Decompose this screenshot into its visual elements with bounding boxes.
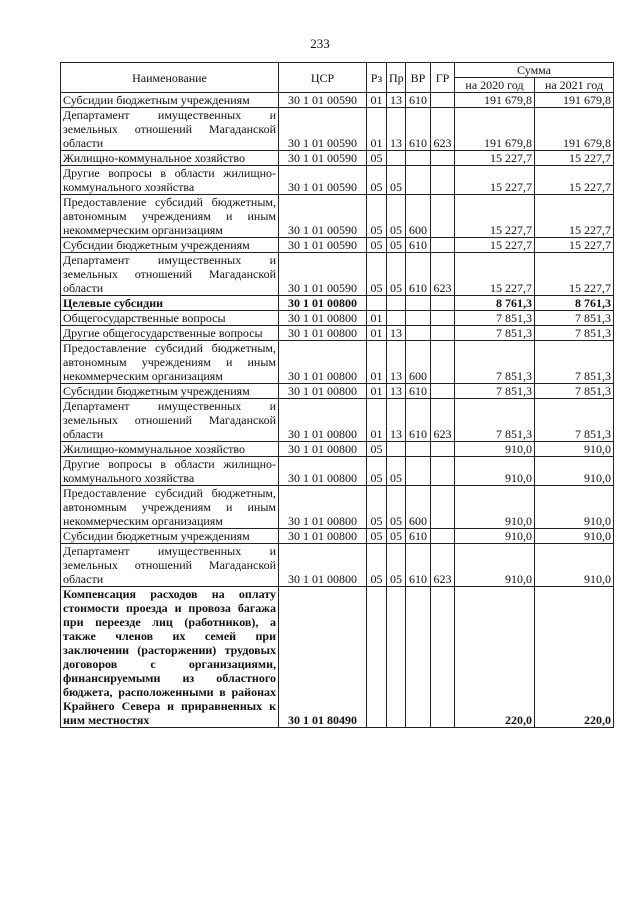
row-vr-cell: [406, 296, 431, 311]
row-gr-cell: [431, 195, 455, 238]
row-name-cell: Субсидии бюджетным учреждениям: [61, 238, 279, 253]
row-pr-cell: 13: [387, 93, 406, 108]
row-2020-cell: 910,0: [455, 529, 535, 544]
row-2020-cell: 8 761,3: [455, 296, 535, 311]
row-gr-cell: [431, 93, 455, 108]
table-row: [61, 166, 614, 195]
row-gr-cell: [431, 151, 455, 166]
row-gr-cell: [431, 238, 455, 253]
row-vr-cell: [406, 587, 431, 728]
row-2021-cell: 7 851,3: [535, 311, 614, 326]
row-pr-cell: 13: [387, 384, 406, 399]
row-name-cell: Предоставление субсидий бюджетным, автономным учреждениям и иным некоммерческим организациям: [61, 486, 279, 529]
row-2021-cell: 7 851,3: [535, 384, 614, 399]
row-gr-cell: [431, 341, 455, 384]
row-2021-cell: 910,0: [535, 486, 614, 529]
row-rz-cell: 05: [367, 457, 387, 486]
row-rz-cell: 05: [367, 253, 387, 296]
row-csr-cell: 30 1 01 00590: [279, 93, 367, 108]
row-rz-cell: 01: [367, 93, 387, 108]
row-csr-cell: 30 1 01 00800: [279, 544, 367, 587]
row-name-cell: Другие вопросы в области жилищно-коммунального хозяйства: [61, 457, 279, 486]
row-rz-cell: [367, 296, 387, 311]
row-rz-cell: 05: [367, 442, 387, 457]
row-name-cell: Субсидии бюджетным учреждениям: [61, 384, 279, 399]
row-vr-cell: 610: [406, 529, 431, 544]
row-2021-cell: 220,0: [535, 587, 614, 728]
row-gr-cell: [431, 384, 455, 399]
row-2020-cell: 15 227,7: [455, 238, 535, 253]
row-gr-cell: [431, 442, 455, 457]
row-2021-cell: 191 679,8: [535, 108, 614, 151]
budget-table: [60, 62, 614, 728]
row-rz-cell: 05: [367, 529, 387, 544]
row-vr-cell: [406, 166, 431, 195]
row-rz-cell: [367, 587, 387, 728]
table-row: [61, 108, 614, 151]
row-name-cell: Субсидии бюджетным учреждениям: [61, 93, 279, 108]
row-2021-cell: 910,0: [535, 442, 614, 457]
row-name-cell: Департамент имущественных и земельных отношений Магаданской области: [61, 108, 279, 151]
row-gr-cell: [431, 587, 455, 728]
row-vr-cell: 610: [406, 108, 431, 151]
row-pr-cell: 13: [387, 341, 406, 384]
row-name-cell: Общегосударственные вопросы: [61, 311, 279, 326]
row-gr-cell: 623: [431, 253, 455, 296]
row-gr-cell: 623: [431, 108, 455, 151]
row-csr-cell: 30 1 01 00800: [279, 442, 367, 457]
row-csr-cell: 30 1 01 00590: [279, 253, 367, 296]
row-name-cell: Департамент имущественных и земельных отношений Магаданской области: [61, 544, 279, 587]
row-csr-cell: 30 1 01 00800: [279, 296, 367, 311]
row-2020-cell: 910,0: [455, 442, 535, 457]
row-2020-cell: 910,0: [455, 544, 535, 587]
table-row: [61, 253, 614, 296]
table-row: [61, 296, 614, 311]
row-rz-cell: 01: [367, 341, 387, 384]
row-name-cell: Предоставление субсидий бюджетным, автономным учреждениям и иным некоммерческим организациям: [61, 195, 279, 238]
row-2020-cell: 15 227,7: [455, 166, 535, 195]
row-rz-cell: 05: [367, 238, 387, 253]
row-2020-cell: 220,0: [455, 587, 535, 728]
row-pr-cell: 13: [387, 326, 406, 341]
row-csr-cell: 30 1 01 00590: [279, 151, 367, 166]
row-vr-cell: 610: [406, 399, 431, 442]
header-sum: Сумма: [455, 63, 614, 78]
table-row: [61, 311, 614, 326]
row-vr-cell: 610: [406, 544, 431, 587]
row-rz-cell: 05: [367, 544, 387, 587]
row-pr-cell: 05: [387, 238, 406, 253]
row-pr-cell: 05: [387, 253, 406, 296]
header-gr: ГР: [431, 63, 455, 93]
row-2020-cell: 7 851,3: [455, 311, 535, 326]
row-name-cell: Компенсация расходов на оплату стоимости проезда и провоза багажа при переезде лиц (работников), а также членов их семей при заключении (расторжении) трудовых договоров с организациями, финансируемыми из областного бюджета, расположенными в районах Крайнего Севера и приравненных к ним местностях: [61, 587, 279, 728]
row-pr-cell: [387, 311, 406, 326]
row-vr-cell: 610: [406, 384, 431, 399]
row-gr-cell: [431, 529, 455, 544]
row-name-cell: Жилищно-коммунальное хозяйство: [61, 442, 279, 457]
header-pr: Пр: [387, 63, 406, 93]
table-row: [61, 326, 614, 341]
row-gr-cell: [431, 311, 455, 326]
row-csr-cell: 30 1 01 00590: [279, 108, 367, 151]
row-gr-cell: [431, 166, 455, 195]
row-2020-cell: 910,0: [455, 457, 535, 486]
table-row: [61, 238, 614, 253]
row-vr-cell: 600: [406, 486, 431, 529]
row-gr-cell: [431, 486, 455, 529]
row-2020-cell: 7 851,3: [455, 341, 535, 384]
row-2020-cell: 7 851,3: [455, 399, 535, 442]
row-gr-cell: [431, 326, 455, 341]
row-vr-cell: 600: [406, 195, 431, 238]
table-body: [61, 93, 614, 728]
row-2021-cell: 191 679,8: [535, 93, 614, 108]
row-2020-cell: 15 227,7: [455, 151, 535, 166]
row-pr-cell: 05: [387, 486, 406, 529]
row-2020-cell: 191 679,8: [455, 108, 535, 151]
table-row: [61, 544, 614, 587]
row-gr-cell: [431, 457, 455, 486]
row-csr-cell: 30 1 01 00800: [279, 326, 367, 341]
row-rz-cell: 01: [367, 108, 387, 151]
row-csr-cell: 30 1 01 00590: [279, 238, 367, 253]
row-2021-cell: 7 851,3: [535, 326, 614, 341]
header-rz: Рз: [367, 63, 387, 93]
row-pr-cell: 05: [387, 544, 406, 587]
row-pr-cell: 13: [387, 108, 406, 151]
row-vr-cell: [406, 442, 431, 457]
row-vr-cell: [406, 457, 431, 486]
row-pr-cell: 13: [387, 399, 406, 442]
row-pr-cell: [387, 296, 406, 311]
table-row: [61, 341, 614, 384]
table-row: [61, 457, 614, 486]
row-vr-cell: [406, 311, 431, 326]
row-name-cell: Жилищно-коммунальное хозяйство: [61, 151, 279, 166]
header-vr: ВР: [406, 63, 431, 93]
row-gr-cell: 623: [431, 544, 455, 587]
row-rz-cell: 05: [367, 151, 387, 166]
row-csr-cell: 30 1 01 00800: [279, 529, 367, 544]
row-gr-cell: 623: [431, 399, 455, 442]
table-row: [61, 195, 614, 238]
row-rz-cell: 05: [367, 195, 387, 238]
header-csr: ЦСР: [279, 63, 367, 93]
row-2021-cell: 15 227,7: [535, 195, 614, 238]
row-csr-cell: 30 1 01 00800: [279, 384, 367, 399]
header-2021: на 2021 год: [535, 78, 614, 93]
row-2020-cell: 191 679,8: [455, 93, 535, 108]
row-pr-cell: [387, 587, 406, 728]
table-row: [61, 399, 614, 442]
row-2021-cell: 15 227,7: [535, 166, 614, 195]
table-row: [61, 93, 614, 108]
row-csr-cell: 30 1 01 00800: [279, 341, 367, 384]
row-csr-cell: 30 1 01 00590: [279, 166, 367, 195]
row-csr-cell: 30 1 01 00800: [279, 457, 367, 486]
row-name-cell: Департамент имущественных и земельных отношений Магаданской области: [61, 253, 279, 296]
row-2020-cell: 910,0: [455, 486, 535, 529]
row-2021-cell: 15 227,7: [535, 151, 614, 166]
row-2020-cell: 15 227,7: [455, 195, 535, 238]
row-2020-cell: 7 851,3: [455, 384, 535, 399]
row-pr-cell: [387, 442, 406, 457]
row-vr-cell: [406, 326, 431, 341]
row-name-cell: Департамент имущественных и земельных отношений Магаданской области: [61, 399, 279, 442]
row-pr-cell: 05: [387, 166, 406, 195]
row-vr-cell: 610: [406, 253, 431, 296]
row-csr-cell: 30 1 01 00590: [279, 195, 367, 238]
row-csr-cell: 30 1 01 00800: [279, 311, 367, 326]
row-vr-cell: 600: [406, 341, 431, 384]
header-name: Наименование: [61, 63, 279, 93]
row-2021-cell: 910,0: [535, 457, 614, 486]
table-row: [61, 486, 614, 529]
row-csr-cell: 30 1 01 00800: [279, 486, 367, 529]
row-rz-cell: 05: [367, 486, 387, 529]
header-2020: на 2020 год: [455, 78, 535, 93]
row-gr-cell: [431, 296, 455, 311]
row-2021-cell: 15 227,7: [535, 253, 614, 296]
row-2021-cell: 8 761,3: [535, 296, 614, 311]
table-row: [61, 151, 614, 166]
table-row: [61, 442, 614, 457]
row-2021-cell: 910,0: [535, 529, 614, 544]
row-2021-cell: 15 227,7: [535, 238, 614, 253]
row-2021-cell: 7 851,3: [535, 399, 614, 442]
row-vr-cell: 610: [406, 238, 431, 253]
table-row: [61, 529, 614, 544]
row-vr-cell: [406, 151, 431, 166]
row-rz-cell: 01: [367, 399, 387, 442]
table-header: [61, 63, 614, 93]
row-pr-cell: [387, 151, 406, 166]
row-rz-cell: 01: [367, 326, 387, 341]
row-2021-cell: 7 851,3: [535, 341, 614, 384]
row-name-cell: Субсидии бюджетным учреждениям: [61, 529, 279, 544]
row-name-cell: Предоставление субсидий бюджетным, автономным учреждениям и иным некоммерческим организациям: [61, 341, 279, 384]
row-rz-cell: 05: [367, 166, 387, 195]
row-pr-cell: 05: [387, 457, 406, 486]
row-2020-cell: 15 227,7: [455, 253, 535, 296]
row-vr-cell: 610: [406, 93, 431, 108]
row-2020-cell: 7 851,3: [455, 326, 535, 341]
row-name-cell: Другие общегосударственные вопросы: [61, 326, 279, 341]
row-csr-cell: 30 1 01 80490: [279, 587, 367, 728]
row-2021-cell: 910,0: [535, 544, 614, 587]
row-pr-cell: 05: [387, 529, 406, 544]
row-name-cell: Другие вопросы в области жилищно-коммунального хозяйства: [61, 166, 279, 195]
page-number: 233: [310, 36, 330, 51]
row-rz-cell: 01: [367, 384, 387, 399]
row-name-cell: Целевые субсидии: [61, 296, 279, 311]
row-rz-cell: 01: [367, 311, 387, 326]
row-pr-cell: 05: [387, 195, 406, 238]
row-csr-cell: 30 1 01 00800: [279, 399, 367, 442]
table-row: [61, 384, 614, 399]
table-row: [61, 587, 614, 728]
